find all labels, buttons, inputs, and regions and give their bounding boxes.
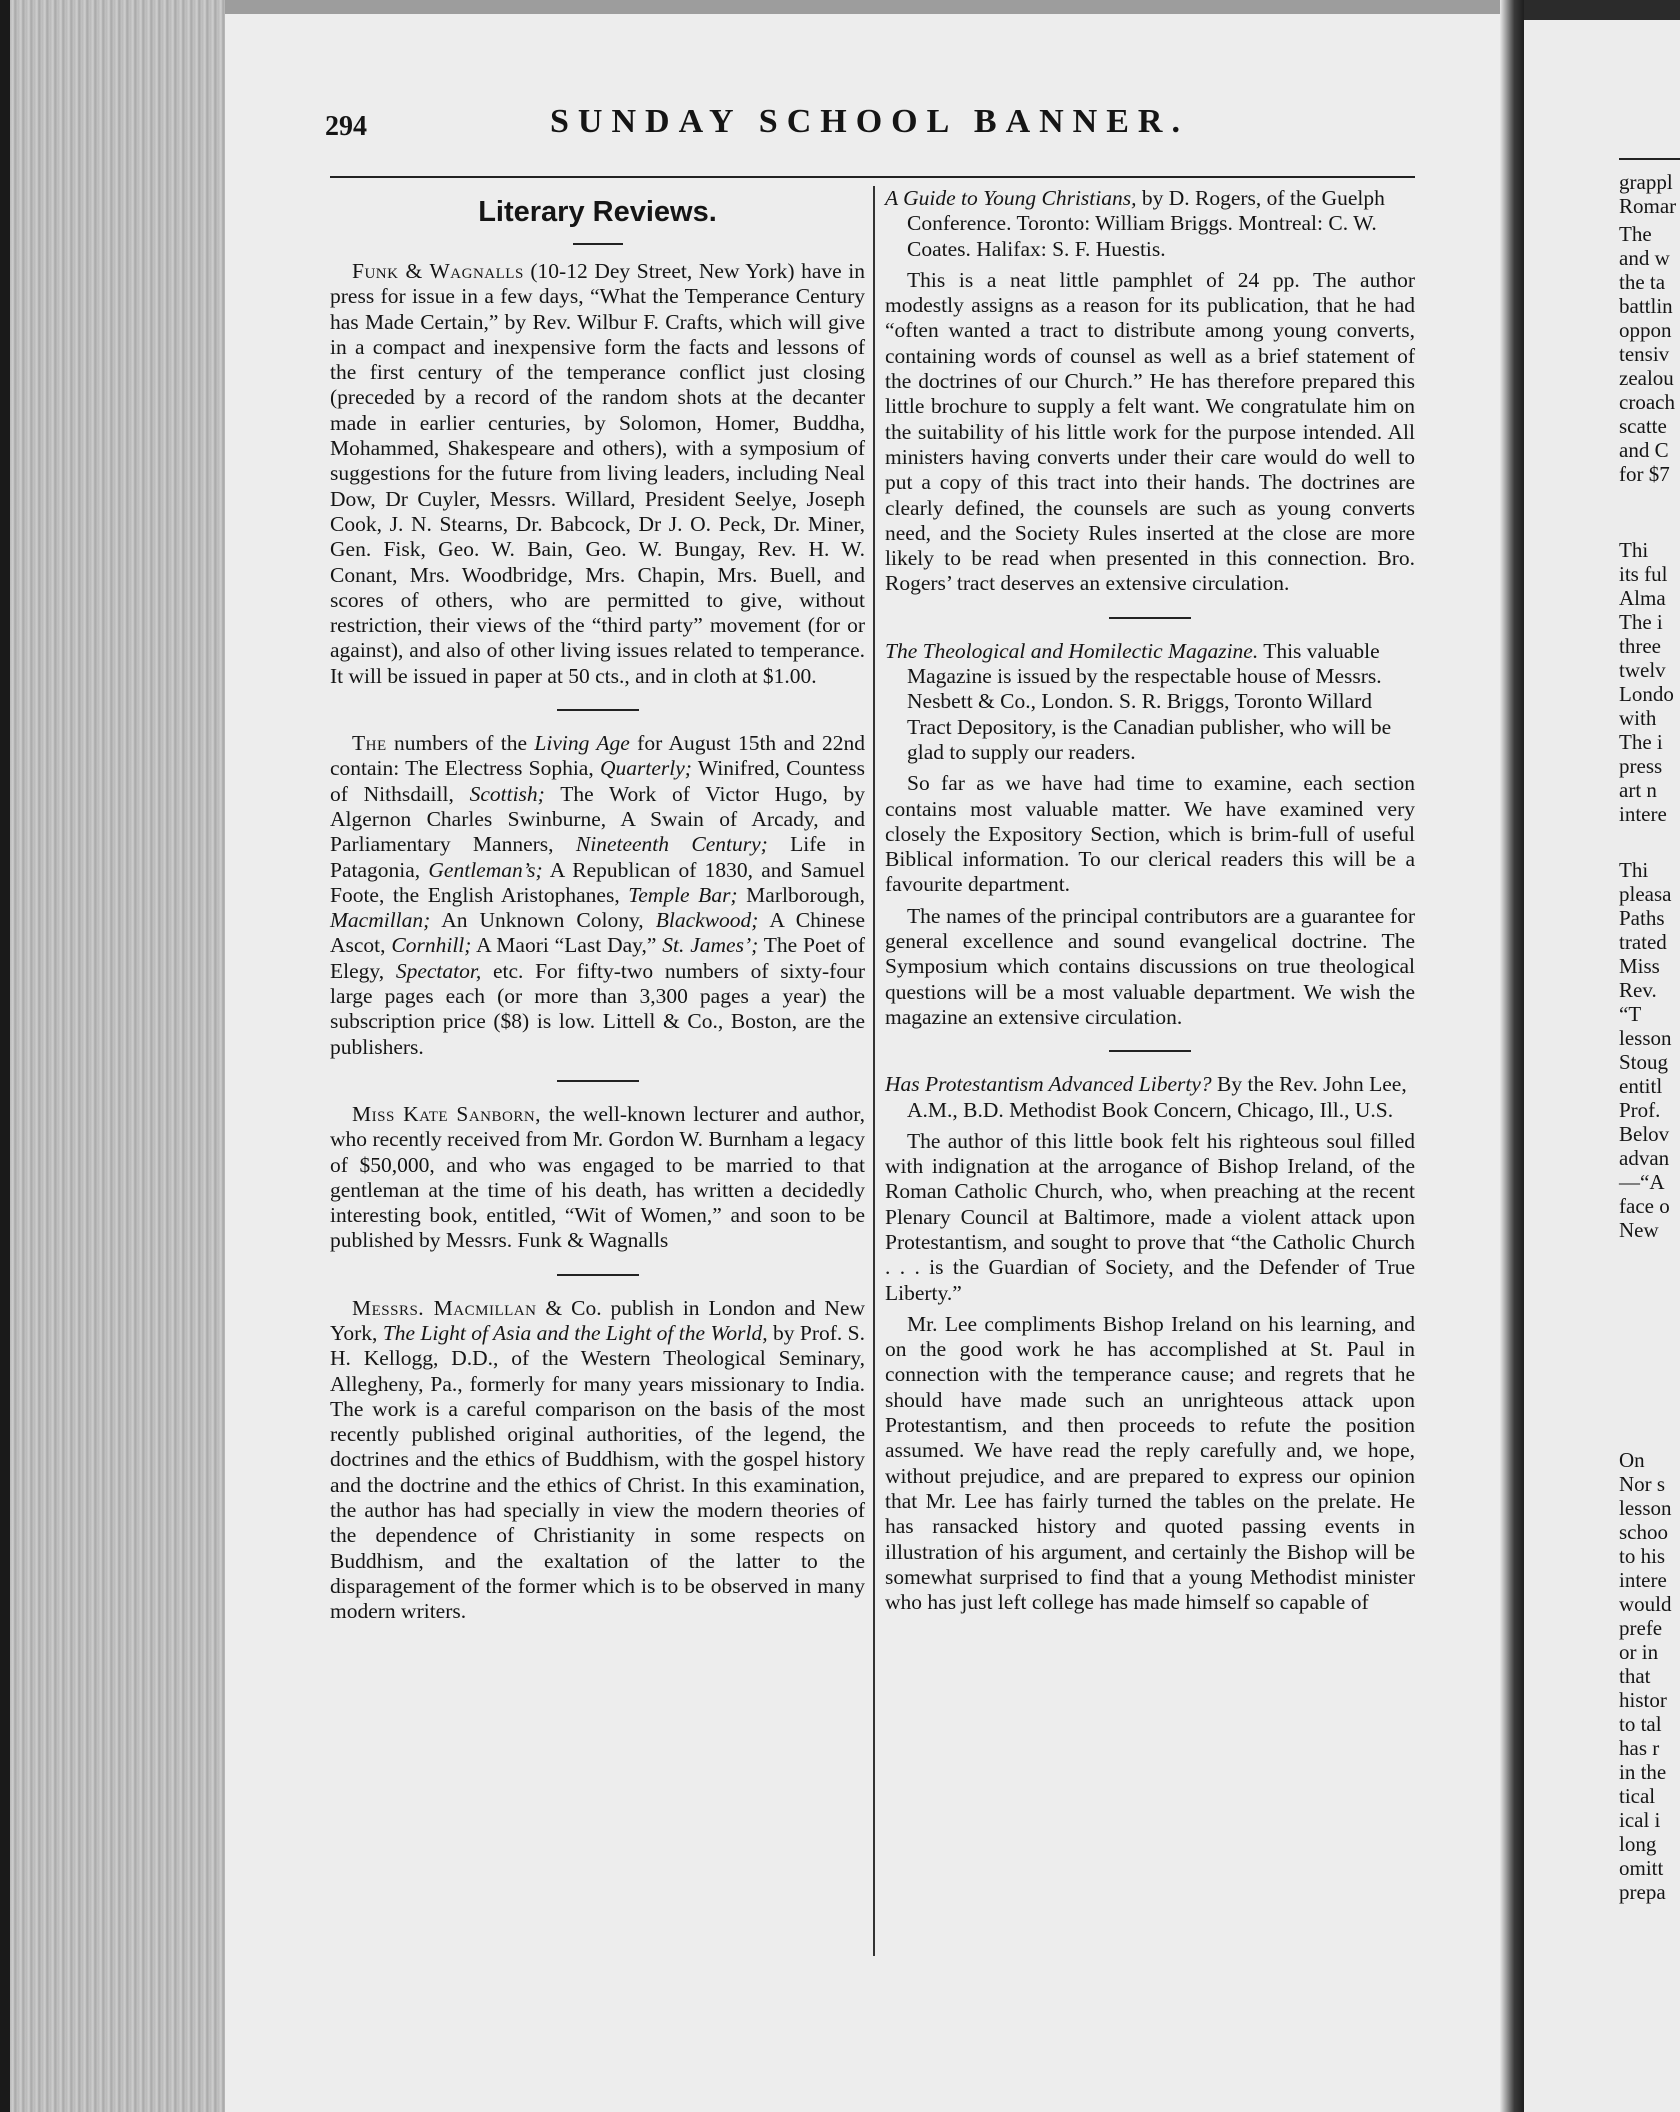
book-heading: [885, 1072, 1415, 1123]
next-page-text-fragment: The i: [1619, 730, 1663, 754]
next-page-text-fragment: the ta: [1619, 270, 1666, 294]
next-page-text-fragment: omitt: [1619, 1856, 1664, 1880]
next-page-text-fragment: lesson: [1619, 1496, 1672, 1520]
next-page-text-fragment: long: [1619, 1832, 1657, 1856]
left-column: [330, 186, 865, 1625]
book-title: A Guide to Young Christians,: [885, 186, 1137, 210]
next-page-text-fragment: “T: [1619, 1002, 1642, 1026]
article-body: numbers of the Living Age for August 15th and 22nd contain: The Electress Sophia, Quarterly; Winifred, Countess of Nithsdaill, Scottish; The Work of Victor Hugo, by Algernon Charles Swinburne, A Swain of Arcady, and Parliamentary Manners, Nineteenth Century; Life in Patagonia, Gentleman’s; A Republican of 1830, and Samuel Foote, the English Aristophanes, Temple Bar; Marlborough, Macmillan; An Unknown Colony, Blackwood; A Chinese Ascot, Cornhill; A Maori “Last Day,” St. James’; The Poet of Elegy, Spectator, etc. For fifty-two numbers of sixty-four large pages each (or more than 3,300 pages a year) the subscription price ($8) is low. Littell & Co., Boston, are the publishers.: [330, 731, 866, 1059]
running-title: SUNDAY SCHOOL BANNER.: [550, 103, 1189, 140]
next-page-text-fragment: and C: [1619, 438, 1669, 462]
review-article: [330, 731, 865, 1060]
section-title: Literary Reviews.: [478, 196, 717, 228]
next-page-text-fragment: Thi: [1619, 858, 1649, 882]
article-lead: Messrs. Macmillan: [352, 1295, 537, 1320]
article-paragraph: The names of the principal contributors are a guarantee for general excellence and sound evangelical doctrine. The Symposium which contains discussions on true theological questions will be a most valuable department. We wish the magazine an extensive circulation.: [885, 903, 1415, 1029]
header-rule: [330, 176, 1415, 178]
next-page-text-fragment: The i: [1619, 610, 1663, 634]
article-paragraph: [330, 1102, 865, 1254]
article-lead: Miss Kate Sanborn,: [352, 1101, 542, 1126]
book-imprint: by D. Rogers, of the Guelph Conference. Toronto: William Briggs. Montreal: C. W. Coates. Halifax: S. F. Huestis.: [907, 186, 1385, 261]
next-page-text-fragment: three: [1619, 634, 1661, 658]
next-page-text-fragment: scatte: [1619, 414, 1667, 438]
next-page-text-fragment: entitl: [1619, 1074, 1663, 1098]
next-page-text-fragment: grappl: [1619, 170, 1673, 194]
next-page-text-fragment: has r: [1619, 1736, 1660, 1760]
book-gutter: [1500, 0, 1524, 2112]
article-paragraph: This is a neat little pamphlet of 24 pp. The author modestly assigns as a reason for its publication, that he had “often wanted a tract to distribute among young converts, containing words of counsel as well as a brief statement of the doctrines of our Church.” He has therefore prepared this little brochure to supply a felt want. We congratulate him on the suitability of his little work for the purpose intended. All ministers having converts under their care would do well to put a copy of this tract into their hands. The doctrines are clearly defined, the counsels are such as young converts need, and the Society Rules inserted at the close are more likely to be read when presented in this connection. Bro. Rogers’ tract deserves an extensive circulation.: [885, 267, 1415, 596]
next-page-text-fragment: advan: [1619, 1146, 1670, 1170]
next-page-header-rule: [1619, 158, 1680, 160]
article-paragraph: So far as we have had time to examine, each section contains most valuable matter. We have examined very closely the Expository Section, which is brim-full of useful Biblical information. To our clerical readers this will be a favourite department.: [885, 771, 1415, 897]
next-page-text-fragment: histor: [1619, 1688, 1667, 1712]
next-page-text-fragment: or in: [1619, 1640, 1659, 1664]
next-page-text-fragment: Prof.: [1619, 1098, 1661, 1122]
next-page-text-fragment: croach: [1619, 390, 1675, 414]
article-paragraph: Mr. Lee compliments Bishop Ireland on his learning, and on the good work he has accomplished at St. Paul in connection with the temperance cause; and regrets that he should have made such an unrighteous attack upon Protestantism, and then proceeds to refute the position assumed. We have read the reply carefully and, we hope, without prejudice, and are prepared to express our opinion that Mr. Lee has fairly turned the tables on the prelate. He has ransacked history and quoted passing events in illustration of his argument, and certainly the Bishop will be somewhat surprised to find that a young Methodist minister who has just left college has made himself so capable of: [885, 1311, 1415, 1615]
next-page-text-fragment: and w: [1619, 246, 1670, 270]
article-separator: [557, 1274, 639, 1276]
article-body: the well-known lecturer and author, who recently received from Mr. Gordon W. Burnham a legacy of $50,000, and who was engaged to be married to that gentleman at the time of his death, has written a decidedly interesting book, entitled, “Wit of Women,” and soon to be published by Messrs. Funk & Wagnalls: [330, 1101, 865, 1253]
next-page-text-fragment: for $7: [1619, 462, 1670, 486]
book-imprint: By the Rev. John Lee, A.M., B.D. Methodist Book Concern, Chicago, Ill., U.S.: [907, 1072, 1407, 1122]
next-page-text-fragment: New: [1619, 1218, 1659, 1242]
article-body: (10-12 Dey Street, New York) have in press for issue in a few days, “What the Temperance Century has Made Certain,” by Rev. Wilbur F. Crafts, which will give in a compact and inexpensive form the facts and lessons of the first century of the temperance conflict just closing (preceded by a record of the random shots at the decanter made in earlier centuries, by Solomon, Homer, Buddha, Mohammed, Shakespeare and others), with a symposium of suggestions for the future from living leaders, including Neal Dow, Dr Cuyler, Messrs. Willard, President Seelye, Joseph Cook, J. N. Stearns, Dr. Babcock, Dr J. O. Peck, Dr. Miner, Gen. Fisk, Geo. W. Bain, Geo. W. Bungay, Rev. H. W. Conant, Mrs. Woodbridge, Mrs. Chapin, Mrs. Buell, and scores of others, who are permitted to give, without restriction, their views of the “third party” movement (for or against), and also of other living issues related to temperance. It will be issued in paper at 50 cts., and in cloth at $1.00.: [330, 259, 865, 688]
article-separator: [557, 709, 639, 711]
article-separator: [1109, 1050, 1191, 1052]
next-page-text-fragment: with: [1619, 706, 1657, 730]
next-page-text-fragment: prefe: [1619, 1616, 1663, 1640]
next-page-text-fragment: Stoug: [1619, 1050, 1669, 1074]
book-binding: [0, 0, 10, 2112]
next-page-text-fragment: schoo: [1619, 1520, 1668, 1544]
next-page-text-fragment: tensiv: [1619, 342, 1670, 366]
next-page-text-fragment: Miss: [1619, 954, 1660, 978]
article-paragraph: [330, 1296, 865, 1625]
page-header: [325, 103, 1410, 153]
next-page-text-fragment: Thi: [1619, 538, 1649, 562]
article-lead: The: [352, 731, 387, 756]
next-page-fragment: [1524, 20, 1680, 2112]
article-separator: [1109, 617, 1191, 619]
next-page-text-fragment: Paths: [1619, 906, 1665, 930]
next-page-text-fragment: The: [1619, 222, 1652, 246]
next-page-text-fragment: to his: [1619, 1544, 1666, 1568]
right-column: [885, 186, 1415, 1615]
next-page-text-fragment: zealou: [1619, 366, 1674, 390]
next-page-text-fragment: would: [1619, 1592, 1672, 1616]
column-divider: [873, 186, 875, 1956]
next-page-text-fragment: Nor s: [1619, 1472, 1666, 1496]
next-page-text-fragment: Romar: [1619, 194, 1677, 218]
next-page-text-fragment: pleasa: [1619, 882, 1672, 906]
next-page-text-fragment: ical i: [1619, 1808, 1661, 1832]
next-page-text-fragment: twelv: [1619, 658, 1666, 682]
next-page-text-fragment: intere: [1619, 1568, 1667, 1592]
article-paragraph: The author of this little book felt his righteous soul filled with indignation at the arrogance of Bishop Ireland, of the Roman Catholic Church, who, when preaching at the recent Plenary Council at Baltimore, made a violent attack upon Protestantism, and sought to prove that “the Catholic Church . . . is the Guardian of Society, and the Defender of True Liberty.”: [885, 1128, 1415, 1305]
article-lead: Funk & Wagnalls: [352, 259, 524, 283]
next-page-text-fragment: intere: [1619, 802, 1667, 826]
next-page-text-fragment: press: [1619, 754, 1663, 778]
article-separator: [557, 1080, 639, 1082]
article-body: & Co. publish in London and New York, The Light of Asia and the Light of the World, by Prof. S. H. Kellogg, D.D., of the Western Theological Seminary, Allegheny, Pa., formerly for many years missionary to India. The work is a careful comparison on the basis of the most recently published original authorities, of the legend, the doctrines and the ethics of Buddhism, with the gospel history and the doctrine and the ethics of Christ. In this examination, the author has had specially in view the modern theories of the dependence of Christianity in some respects on Buddhism, and the exaltation of the latter to the disparagement of the former which is to be observed in many modern writers.: [330, 1295, 865, 1624]
review-article: [330, 1296, 865, 1625]
review-article: [330, 259, 865, 689]
book-imprint: This valuable Magazine is issued by the respectable house of Messrs. Nesbett & Co., London. S. R. Briggs, Toronto Willard Tract Depository, is the Canadian publisher, who will be glad to supply our readers.: [907, 638, 1392, 764]
next-page-text-fragment: art n: [1619, 778, 1657, 802]
book-title: Has Protestantism Advanced Liberty?: [885, 1072, 1212, 1097]
next-page-text-fragment: face o: [1619, 1194, 1670, 1218]
next-page-text-fragment: its ful: [1619, 562, 1668, 586]
book-heading: [885, 639, 1415, 765]
page-stack-edge: [10, 0, 225, 2112]
next-page-text-fragment: Londo: [1619, 682, 1674, 706]
book-heading: [885, 186, 1415, 262]
next-page-text-fragment: —“A: [1619, 1170, 1665, 1194]
next-page-text-fragment: to tal: [1619, 1712, 1662, 1736]
next-page-text-fragment: Rev.: [1619, 978, 1657, 1002]
next-page-text-fragment: prepa: [1619, 1880, 1666, 1904]
section-rule: [573, 243, 623, 245]
review-article: [885, 186, 1415, 597]
next-page-text-fragment: battlin: [1619, 294, 1673, 318]
next-page-text-fragment: tical: [1619, 1784, 1656, 1808]
review-article: [330, 1102, 865, 1254]
next-page-text-fragment: On: [1619, 1448, 1645, 1472]
top-shadow-strip: [225, 0, 1500, 14]
next-page-text-fragment: Belov: [1619, 1122, 1670, 1146]
next-page-text-fragment: lesson: [1619, 1026, 1672, 1050]
article-paragraph: [330, 259, 865, 689]
article-paragraph: [330, 731, 865, 1060]
next-page-text-fragment: trated: [1619, 930, 1667, 954]
next-page-text-fragment: in the: [1619, 1760, 1667, 1784]
review-article: [885, 639, 1415, 1030]
next-page-text-fragment: that: [1619, 1664, 1651, 1688]
next-page-text-fragment: oppon: [1619, 318, 1672, 342]
page-number: 294: [325, 111, 367, 142]
next-page-text-fragment: Alma: [1619, 586, 1666, 610]
book-title: The Theological and Homilectic Magazine.: [885, 638, 1259, 663]
review-article: [885, 1072, 1415, 1615]
